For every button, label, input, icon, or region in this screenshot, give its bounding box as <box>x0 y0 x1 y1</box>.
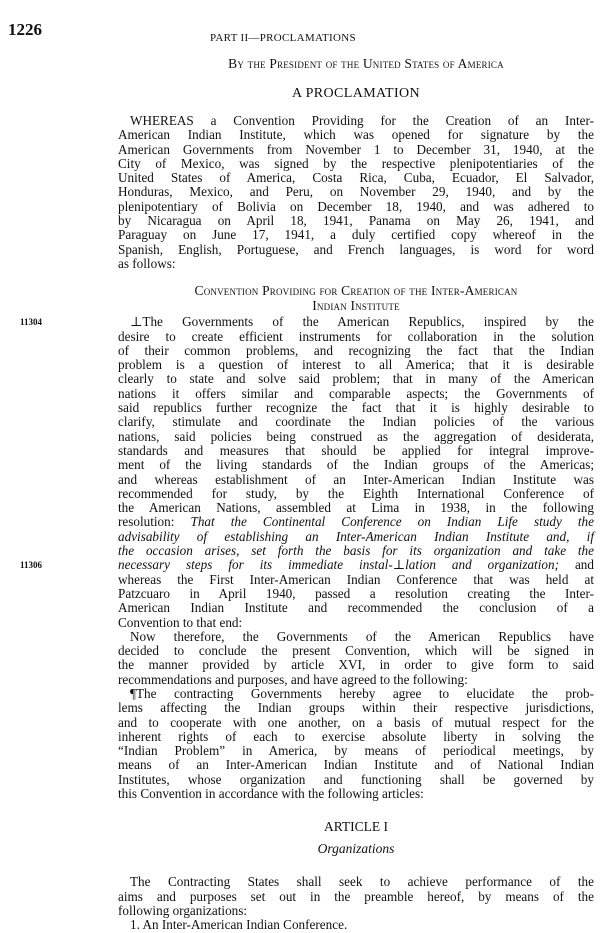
margin-note-11304: 11304 <box>20 317 43 327</box>
text-line: United States of America, Costa Rica, Cuba, Ecuador, El Salvador, <box>118 170 594 186</box>
text-line: means of an Inter-American Indian Institute and of National Indian <box>118 757 594 773</box>
text-line: American Indian Institute and recommended the conclusion of a <box>118 600 594 616</box>
text-line: Patzcuaro in April 1940, passed a resolution creating the Inter- <box>118 585 594 601</box>
text-line: ¶The contracting Governments hereby agree to elucidate the prob- <box>130 685 594 701</box>
article-paragraph <box>118 875 594 932</box>
text-line: Honduras, Mexico, and Peru, on November 29, 1940, and by the <box>118 184 594 200</box>
text-line: the occasion arises, set forth the basis for its organization and take the <box>118 543 594 559</box>
text-line: recommended for study, by the Eighth International Conference of <box>118 485 594 501</box>
text-line: decided to conclude the present Convention, which will be signed in <box>118 643 594 659</box>
text-line: American Indian Institute, which was opened for signature by the <box>118 127 594 143</box>
text-line: as follows: <box>118 255 176 271</box>
running-head: PART II—PROCLAMATIONS <box>210 32 356 44</box>
text-line: The Contracting States shall seek to achieve performance of the <box>130 874 594 890</box>
text-line: nations it offers similar and comparable aspects; the Governments of <box>118 385 594 401</box>
article-subheading: Organizations <box>317 841 395 857</box>
text-line: standards and measures that should be applied for integral improve- <box>118 442 594 458</box>
text-line: this Convention in accordance with the following articles: <box>118 786 424 802</box>
heading-proclamation: A PROCLAMATION <box>291 86 421 101</box>
text-line: City of Mexico, was signed by the respective plenipotentiaries of the <box>118 155 594 171</box>
text-line: Convention to that end: <box>118 614 243 630</box>
whereas-paragraph <box>118 114 594 128</box>
text-line: plenipotentiary of Bolivia on December 18, 1940, and was adhered to <box>118 198 594 214</box>
list-item: 1. An Inter-American Indian Conference. <box>130 917 348 933</box>
margin-note-11306: 11306 <box>20 560 43 570</box>
text-line: American Governments from November 1 to December 31, 1940, at the <box>118 141 594 157</box>
text-line: Institutes, whose organization and functioning shall be governed by <box>118 771 594 787</box>
text-line: nations, said policies being construed as the aggregation of desiderata, <box>118 428 594 444</box>
text-line: necessary steps for its immediate instal-⊥lation and organization; and <box>118 557 594 573</box>
text-line: desire to create efficient instruments for collaboration in the solution <box>118 328 594 344</box>
text-line: clearly to state and solve said problem; that in many of the American <box>118 371 594 387</box>
text-line: following organizations: <box>118 902 248 918</box>
text-line: problem is a question of interest to all America; that it is desirable <box>118 357 594 373</box>
text-line: WHEREAS a Convention Providing for the Creation of an Inter- <box>130 113 594 128</box>
document-body <box>118 56 594 933</box>
text-line: whereas the First Inter-American Indian Conference that was held at <box>118 571 594 587</box>
text-line: and whereas establishment of an Inter-American Indian Institute was <box>118 471 594 487</box>
resolution-quote: That the Continental Conference on Indian Life study the <box>174 514 594 530</box>
convention-title-line-2: Indian Institute <box>312 298 400 314</box>
text-line: Now therefore, the Governments of the American Republics have <box>130 628 594 644</box>
text-line: recommendations and purposes, and have agreed to the following: <box>118 671 468 687</box>
text-line: Spanish, English, Portuguese, and French languages, is word for word <box>118 241 594 257</box>
text-line: Paraguay on June 17, 1941, a duly certified copy whereof in the <box>118 227 594 243</box>
text-line: by Nicaragua on April 18, 1941, Panama on May 26, 1941, and <box>118 213 594 229</box>
page-number: 1226 <box>8 20 42 39</box>
text-line: of their common problems, and recognizing the fact that the Indian <box>118 342 594 358</box>
preamble-paragraph <box>118 315 594 630</box>
text-line: the American Nations, assembled at Lima in 1938, in the following <box>118 500 594 516</box>
article-heading: ARTICLE I <box>323 819 389 835</box>
now-therefore-paragraph <box>118 630 594 687</box>
text-line: advisability of establishing an Inter-American Indian Institute and, if <box>118 528 594 544</box>
convention-title: Convention Providing for Creation of the Inter-American <box>194 283 518 299</box>
text-line: clarify, stimulate and coordinate the Indian policies of the various <box>118 414 594 430</box>
text-line: ment of the living standards of the Indian groups of the Americas; <box>118 457 594 473</box>
text-line: and to cooperate with one another, on a basis of mutual respect for the <box>118 714 594 730</box>
text-line: said republics further recognize the fact that it is highly desirable to <box>118 400 594 416</box>
text-line: ⊥The Governments of the American Republics, inspired by the <box>130 314 594 330</box>
text-line: lems affecting the Indian groups within their respective jurisdictions, <box>118 700 594 716</box>
contracting-paragraph <box>118 687 594 801</box>
text-line: “Indian Problem” in America, by means of periodical meetings, by <box>118 743 594 759</box>
whereas-paragraph-cont <box>118 128 594 271</box>
heading-president: By the President of the United States of America <box>228 56 504 71</box>
text-line: inherent rights of each to exercise absolute liberty in solving the <box>118 728 594 744</box>
text-line: aims and purposes set out in the preamble hereof, by means of the <box>118 888 594 904</box>
text-line: resolution: That the Continental Conference on Indian Life study the <box>118 514 594 530</box>
text-line: the manner provided by article XVI, in order to give form to said <box>118 657 594 673</box>
